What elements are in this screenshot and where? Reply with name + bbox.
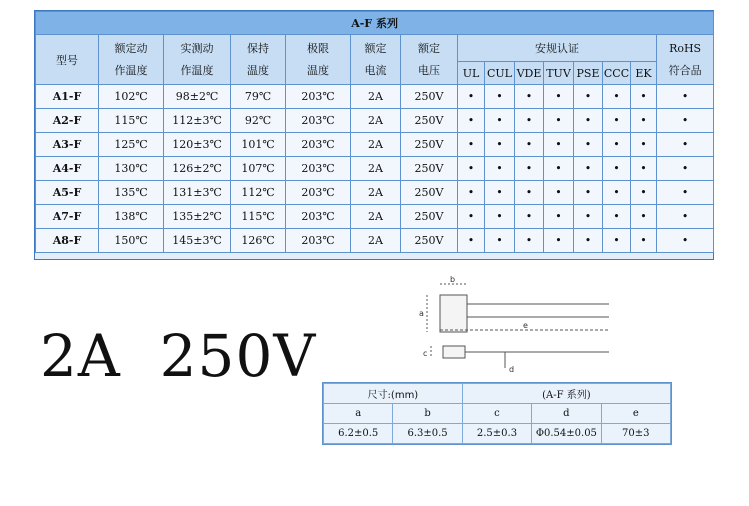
cert-dot: • (515, 181, 544, 205)
cert-dot: • (574, 205, 603, 229)
dims-series: (A-F 系列) (462, 384, 670, 404)
header-safety: 安规认证 (458, 35, 657, 62)
cert-dot: • (544, 133, 574, 157)
cell-current: 2A (351, 157, 401, 181)
diagram-label-a: a (419, 309, 424, 318)
cert-dot: • (458, 205, 485, 229)
header-hold-temp: 保持 温度 (231, 35, 286, 85)
cert-dot: • (515, 157, 544, 181)
cell-hold: 115℃ (231, 205, 286, 229)
cell-model: A7-F (36, 205, 99, 229)
cell-rated: 135℃ (99, 181, 164, 205)
cert-dot: • (458, 229, 485, 253)
cert-dot: • (485, 109, 515, 133)
table-row (36, 205, 714, 229)
cell-rated: 150℃ (99, 229, 164, 253)
dims-value-d: Φ0.54±0.05 (532, 424, 601, 444)
dims-value-a: 6.2±0.5 (324, 424, 393, 444)
cert-dot: • (544, 85, 574, 109)
cert-dot: • (574, 109, 603, 133)
spec-table-panel (34, 10, 714, 260)
cell-limit: 203℃ (286, 109, 351, 133)
cert-dot: • (544, 181, 574, 205)
cell-limit: 203℃ (286, 181, 351, 205)
cell-actual: 98±2℃ (164, 85, 231, 109)
cert-dot: • (458, 85, 485, 109)
cell-actual: 112±3℃ (164, 109, 231, 133)
cell-voltage: 250V (401, 229, 458, 253)
cert-dot: • (631, 109, 657, 133)
cell-model: A2-F (36, 109, 99, 133)
table-row (36, 133, 714, 157)
cell-model: A1-F (36, 85, 99, 109)
diagram-label-e: e (523, 321, 528, 330)
cell-rated: 102℃ (99, 85, 164, 109)
cert-dot: • (631, 181, 657, 205)
cert-dot: • (485, 205, 515, 229)
cell-voltage: 250V (401, 109, 458, 133)
cert-dot: • (657, 109, 714, 133)
header-cert-cul: CUL (485, 62, 515, 85)
cell-limit: 203℃ (286, 229, 351, 253)
cell-limit: 203℃ (286, 85, 351, 109)
cell-limit: 203℃ (286, 205, 351, 229)
cert-dot: • (485, 157, 515, 181)
dims-header-c: c (462, 404, 531, 424)
cert-dot: • (515, 133, 544, 157)
dims-title: 尺寸:(mm) (324, 384, 463, 404)
cell-hold: 79℃ (231, 85, 286, 109)
header-rated-voltage: 额定 电压 (401, 35, 458, 85)
cert-dot: • (485, 181, 515, 205)
cell-model: A3-F (36, 133, 99, 157)
cell-current: 2A (351, 133, 401, 157)
cert-dot: • (574, 181, 603, 205)
cert-dot: • (574, 157, 603, 181)
cert-dot: • (485, 85, 515, 109)
cert-dot: • (544, 109, 574, 133)
cell-current: 2A (351, 205, 401, 229)
cert-dot: • (603, 133, 631, 157)
cell-voltage: 250V (401, 181, 458, 205)
cert-dot: • (458, 133, 485, 157)
cell-voltage: 250V (401, 157, 458, 181)
cert-dot: • (631, 229, 657, 253)
cert-dot: • (657, 229, 714, 253)
cell-rated: 115℃ (99, 109, 164, 133)
cell-hold: 112℃ (231, 181, 286, 205)
header-cert-pse: PSE (574, 62, 603, 85)
cert-dot: • (631, 85, 657, 109)
diagram-label-b: b (450, 275, 456, 284)
dims-header-a: a (324, 404, 393, 424)
cert-dot: • (603, 85, 631, 109)
cell-voltage: 250V (401, 205, 458, 229)
cert-dot: • (603, 229, 631, 253)
dimension-diagram (405, 272, 637, 378)
cell-limit: 203℃ (286, 133, 351, 157)
header-cert-ccc: CCC (603, 62, 631, 85)
cell-rated: 125℃ (99, 133, 164, 157)
table-row (36, 229, 714, 253)
cert-dot: • (657, 181, 714, 205)
cert-dot: • (515, 109, 544, 133)
fuse-body-side (443, 346, 465, 358)
dims-value-b: 6.3±0.5 (393, 424, 462, 444)
table-body (36, 85, 714, 253)
header-model: 型号 (36, 35, 99, 85)
cert-dot: • (657, 133, 714, 157)
cell-hold: 101℃ (231, 133, 286, 157)
table-title-row (36, 12, 714, 35)
cell-voltage: 250V (401, 85, 458, 109)
cert-dot: • (574, 85, 603, 109)
header-row (36, 35, 714, 62)
header-rated-temp: 额定动 作温度 (99, 35, 164, 85)
cert-dot: • (515, 229, 544, 253)
cell-current: 2A (351, 109, 401, 133)
cell-model: A4-F (36, 157, 99, 181)
cell-model: A8-F (36, 229, 99, 253)
cell-current: 2A (351, 85, 401, 109)
header-rated-current: 额定 电流 (351, 35, 401, 85)
table-row (36, 181, 714, 205)
dimension-table-panel (322, 382, 672, 445)
cert-dot: • (603, 181, 631, 205)
cell-rated: 130℃ (99, 157, 164, 181)
cert-dot: • (603, 157, 631, 181)
spec-table (35, 11, 714, 253)
cert-dot: • (574, 229, 603, 253)
cell-actual: 126±2℃ (164, 157, 231, 181)
dims-value-row (324, 424, 671, 444)
dims-title-row (324, 384, 671, 404)
cert-dot: • (574, 133, 603, 157)
cert-dot: • (544, 157, 574, 181)
cell-limit: 203℃ (286, 157, 351, 181)
cert-dot: • (631, 205, 657, 229)
dims-header-b: b (393, 404, 462, 424)
header-cert-tuv: TUV (544, 62, 574, 85)
cert-dot: • (631, 157, 657, 181)
cell-actual: 135±2℃ (164, 205, 231, 229)
table-row (36, 85, 714, 109)
cell-hold: 92℃ (231, 109, 286, 133)
cert-dot: • (544, 205, 574, 229)
cert-dot: • (485, 229, 515, 253)
dims-value-c: 2.5±0.3 (462, 424, 531, 444)
cell-actual: 145±3℃ (164, 229, 231, 253)
dims-header-d: d (532, 404, 601, 424)
header-rohs: RoHS 符合品 (657, 35, 714, 85)
cert-dot: • (631, 133, 657, 157)
cert-dot: • (603, 109, 631, 133)
cert-dot: • (657, 157, 714, 181)
cert-dot: • (657, 205, 714, 229)
cert-dot: • (603, 205, 631, 229)
cell-model: A5-F (36, 181, 99, 205)
cell-hold: 126℃ (231, 229, 286, 253)
fuse-body-top (440, 295, 467, 332)
header-cert-ek: EK (631, 62, 657, 85)
cell-rated: 138℃ (99, 205, 164, 229)
header-actual-temp: 实测动 作温度 (164, 35, 231, 85)
header-cert-vde: VDE (515, 62, 544, 85)
cert-dot: • (515, 85, 544, 109)
cell-actual: 131±3℃ (164, 181, 231, 205)
table-title: A-F 系列 (36, 12, 714, 35)
dims-header-row (324, 404, 671, 424)
table-row (36, 157, 714, 181)
cell-hold: 107℃ (231, 157, 286, 181)
dims-header-e: e (601, 404, 670, 424)
diagram-label-d: d (509, 365, 515, 374)
cert-dot: • (458, 181, 485, 205)
cell-voltage: 250V (401, 133, 458, 157)
cert-dot: • (485, 133, 515, 157)
cert-dot: • (544, 229, 574, 253)
cert-dot: • (458, 157, 485, 181)
cert-dot: • (515, 205, 544, 229)
diagram-label-c: c (423, 349, 428, 358)
header-limit-temp: 极限 温度 (286, 35, 351, 85)
rating-headline: 2A 250V (40, 322, 317, 390)
header-cert-ul: UL (458, 62, 485, 85)
cert-dot: • (458, 109, 485, 133)
table-row (36, 109, 714, 133)
cell-current: 2A (351, 229, 401, 253)
cell-actual: 120±3℃ (164, 133, 231, 157)
cert-dot: • (657, 85, 714, 109)
dimension-table (323, 383, 671, 444)
cell-current: 2A (351, 181, 401, 205)
dims-value-e: 70±3 (601, 424, 670, 444)
